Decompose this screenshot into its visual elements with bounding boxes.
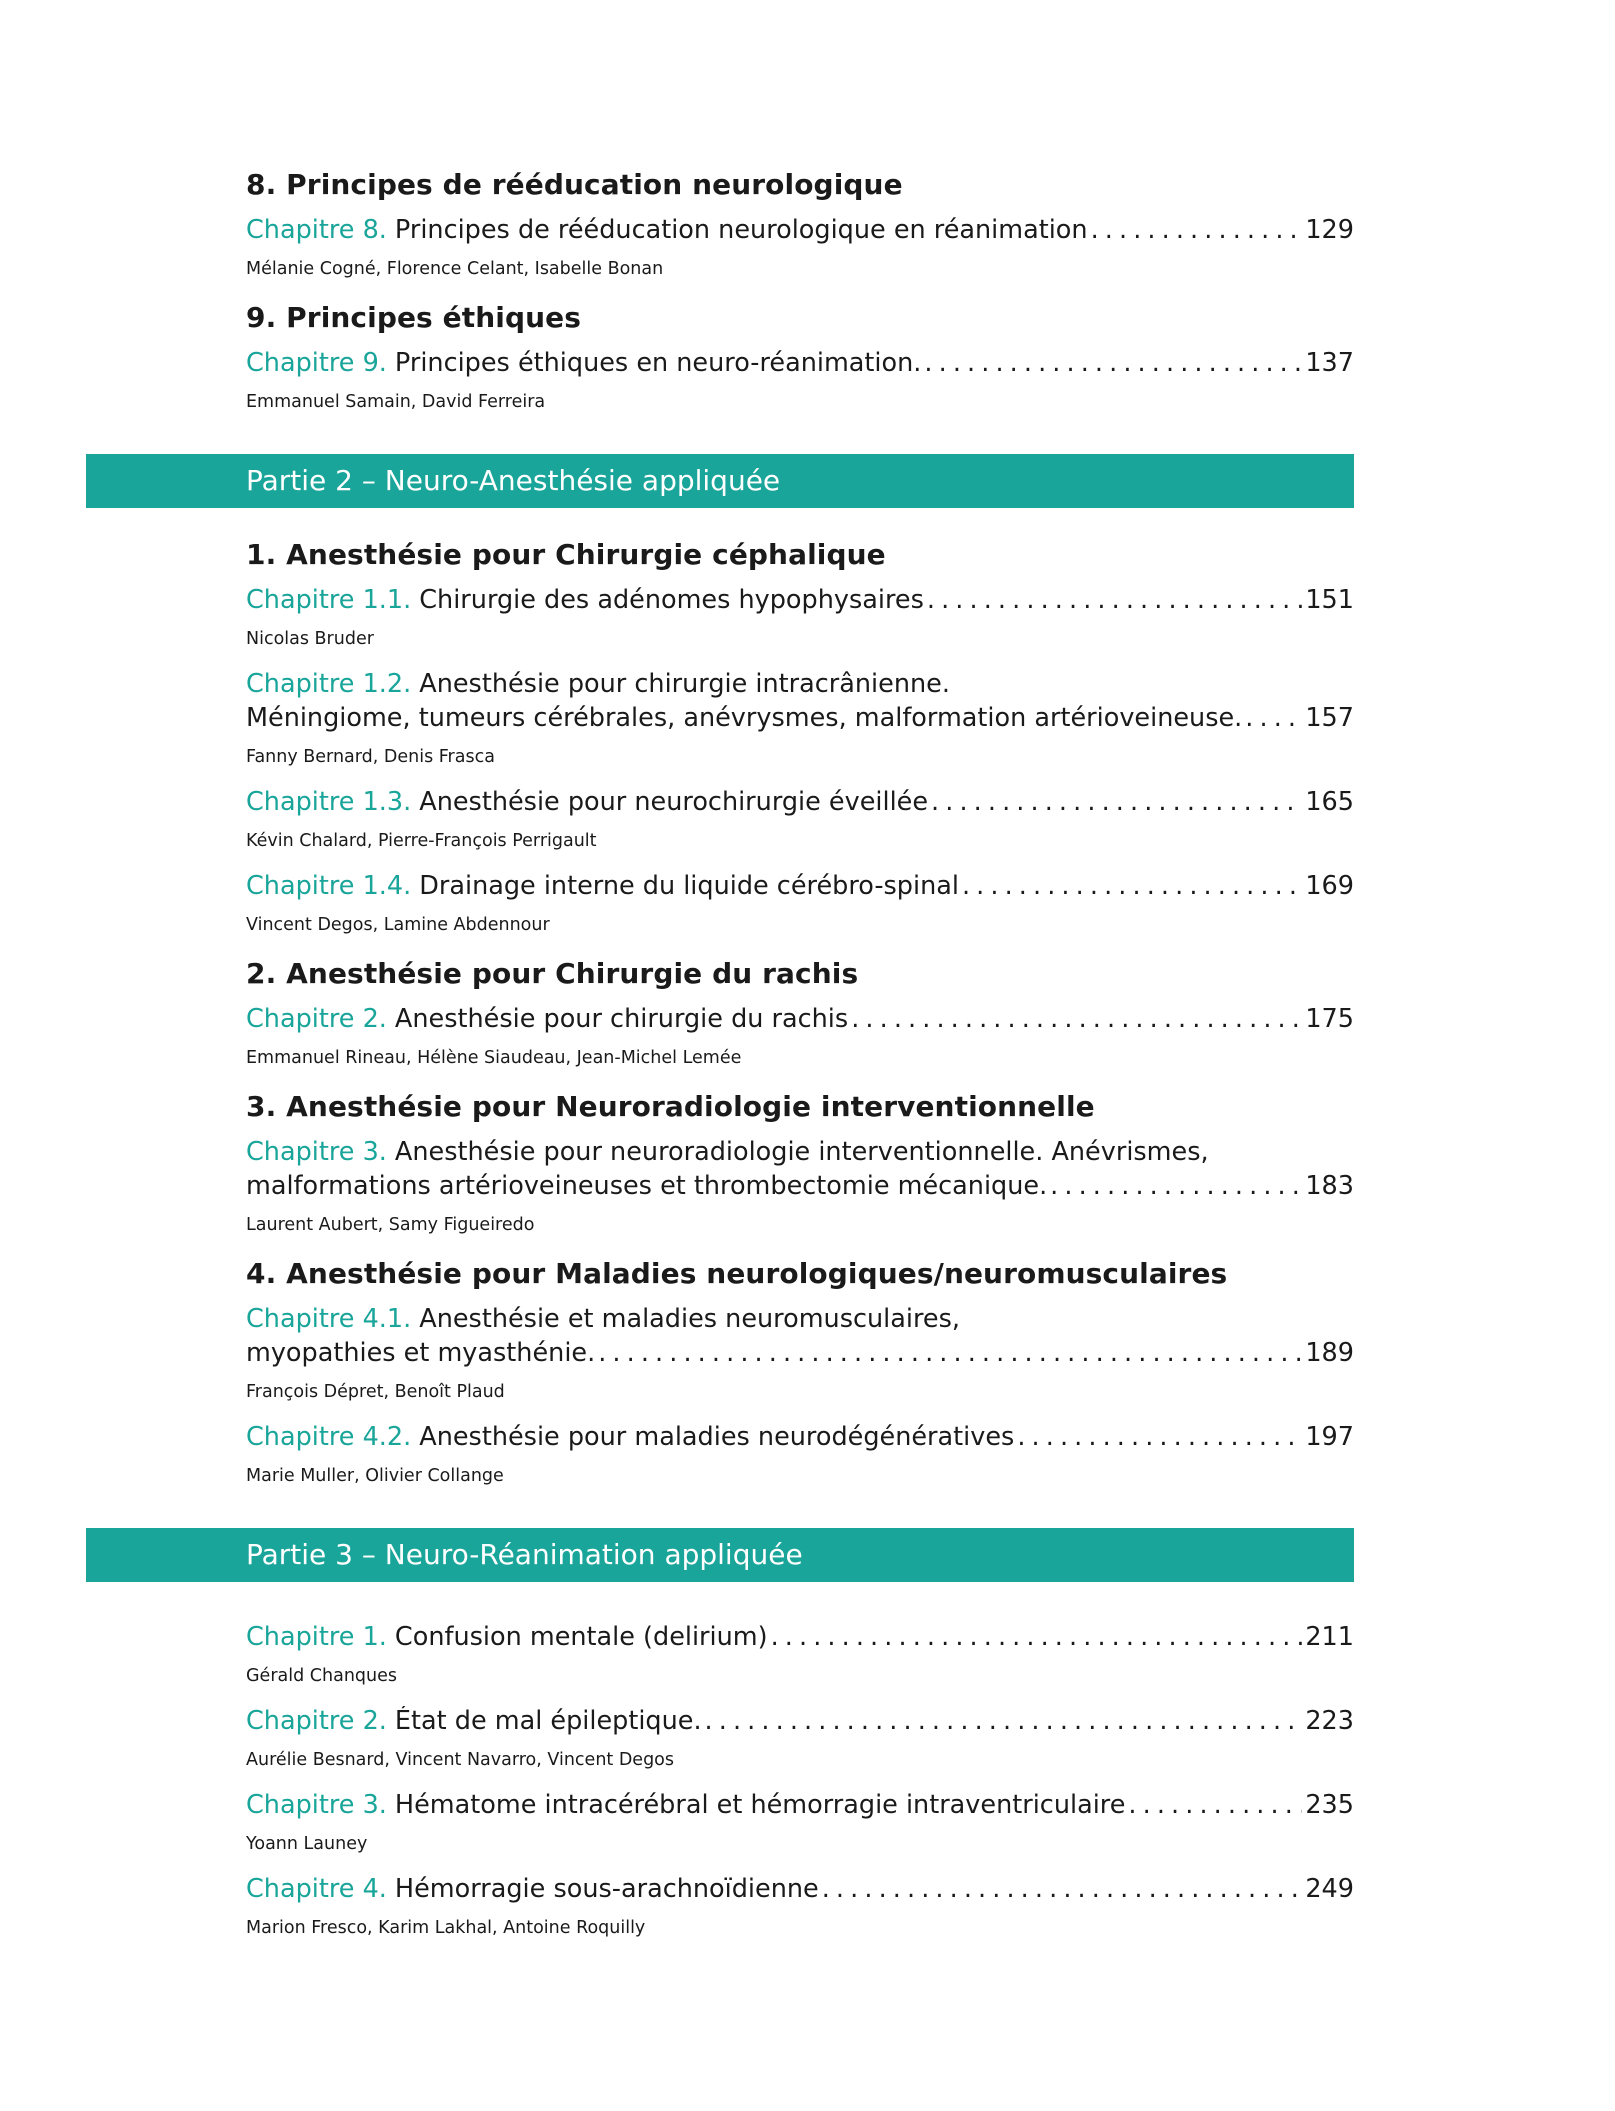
toc-entry[interactable] [246,787,1354,851]
toc-entry[interactable] [246,348,1354,412]
toc-entry[interactable] [246,1137,1354,1235]
page-number: 175 [1305,1004,1354,1034]
toc-entry-line [246,215,1354,245]
chapter-title: Drainage interne du liquide cérébro-spinal [419,871,959,901]
toc-entry-line [246,1338,1354,1368]
chapter-title: Anesthésie pour maladies neurodégénératives [419,1422,1015,1452]
page-number: 235 [1305,1790,1354,1820]
chapter-label: Chapitre 3. [246,1137,387,1167]
page-number: 157 [1305,703,1354,733]
dot-leader [1017,1422,1302,1452]
section-heading: 3. Anesthésie pour Neuroradiologie interventionnelle [246,1090,1095,1123]
chapter-title: malformations artérioveineuses et thrombectomie mécanique. [246,1171,1048,1201]
chapter-title: Principes de rééducation neurologique en réanimation [394,215,1088,245]
dot-leader [962,871,1302,901]
chapter-authors: Yoann Launey [246,1834,368,1854]
chapter-title: myopathies et myasthénie. [246,1338,596,1368]
page-number: 189 [1305,1338,1354,1368]
chapter-authors: Emmanuel Samain, David Ferreira [246,392,546,412]
chapter-title: Anesthésie pour chirurgie intracrânienne. [419,669,950,699]
toc-entry[interactable] [246,215,1354,279]
dot-leader [931,787,1302,817]
section-heading: 8. Principes de rééducation neurologique [246,168,903,201]
toc-entry[interactable] [246,669,1354,767]
dot-leader [822,1874,1303,1904]
toc-entry[interactable] [246,1004,1354,1068]
chapter-title: Anesthésie pour neurochirurgie éveillée [419,787,929,817]
chapter-label: Chapitre 1.4. [246,871,412,901]
page-number: 151 [1305,585,1354,615]
chapter-label: Chapitre 2. [246,1004,387,1034]
toc-entry-line [246,1706,1354,1736]
chapter-title: Anesthésie pour chirurgie du rachis [394,1004,849,1034]
toc-entry-line [246,1137,1354,1167]
section-heading: 2. Anesthésie pour Chirurgie du rachis [246,957,859,990]
page-number: 197 [1305,1422,1354,1452]
toc-entry-line [246,787,1354,817]
toc-entry-line [246,1790,1354,1820]
part-banner: Partie 3 – Neuro-Réanimation appliquée [86,1528,1354,1582]
page-number: 169 [1305,871,1354,901]
chapter-label: Chapitre 2. [246,1706,387,1736]
chapter-label: Chapitre 8. [246,215,387,245]
chapter-title: Anesthésie pour neuroradiologie interventionnelle. Anévrismes, [394,1137,1209,1167]
toc-entry-line [246,1622,1354,1652]
toc-entry-line [246,703,1354,733]
dot-leader [1245,703,1302,733]
toc-entry-line [246,1422,1354,1452]
page-number: 249 [1305,1874,1354,1904]
chapter-title: Hématome intracérébral et hémorragie intraventriculaire [394,1790,1126,1820]
chapter-authors: Aurélie Besnard, Vincent Navarro, Vincent Degos [246,1750,675,1770]
page-number: 137 [1305,348,1354,378]
chapter-authors: Fanny Bernard, Denis Frasca [246,747,495,767]
toc-entry[interactable] [246,871,1354,935]
chapter-authors: Nicolas Bruder [246,629,374,649]
chapter-authors: François Dépret, Benoît Plaud [246,1382,505,1402]
toc-entry-line [246,669,1354,699]
chapter-title: Confusion mentale (delirium) [394,1622,768,1652]
dot-leader [771,1622,1303,1652]
dot-leader [598,1338,1302,1368]
toc-entry[interactable] [246,1622,1354,1686]
section-heading: 1. Anesthésie pour Chirurgie céphalique [246,538,886,571]
toc-entry-line [246,585,1354,615]
chapter-label: Chapitre 1. [246,1622,387,1652]
toc-entry[interactable] [246,1874,1354,1938]
toc-entry[interactable] [246,1422,1354,1486]
dot-leader [924,348,1302,378]
page-number: 165 [1305,787,1354,817]
chapter-authors: Marion Fresco, Karim Lakhal, Antoine Roquilly [246,1918,646,1938]
page-number: 129 [1305,215,1354,245]
page-number: 223 [1305,1706,1354,1736]
chapter-title: État de mal épileptique. [394,1706,702,1736]
dot-leader [1128,1790,1302,1820]
toc-entry-line [246,871,1354,901]
dot-leader [927,585,1302,615]
toc-entry-line [246,348,1354,378]
chapter-label: Chapitre 1.1. [246,585,412,615]
chapter-authors: Kévin Chalard, Pierre-François Perrigault [246,831,597,851]
chapter-authors: Emmanuel Rineau, Hélène Siaudeau, Jean-Michel Lemée [246,1048,742,1068]
toc-entry[interactable] [246,1790,1354,1854]
chapter-label: Chapitre 1.3. [246,787,412,817]
part-banner: Partie 2 – Neuro-Anesthésie appliquée [86,454,1354,508]
toc-entry-line [246,1874,1354,1904]
chapter-label: Chapitre 4.2. [246,1422,412,1452]
page-number: 211 [1305,1622,1354,1652]
chapter-title: Hémorragie sous-arachnoïdienne [394,1874,819,1904]
chapter-label: Chapitre 4.1. [246,1304,412,1334]
page-number: 183 [1305,1171,1354,1201]
table-of-contents [246,150,1354,1938]
toc-entry-line [246,1171,1354,1201]
chapter-label: Chapitre 1.2. [246,669,412,699]
chapter-label: Chapitre 3. [246,1790,387,1820]
dot-leader [851,1004,1302,1034]
chapter-title: Principes éthiques en neuro-réanimation. [394,348,922,378]
chapter-label: Chapitre 4. [246,1874,387,1904]
section-heading: 4. Anesthésie pour Maladies neurologiques/neuromusculaires [246,1257,1228,1290]
chapter-authors: Gérald Chanques [246,1666,397,1686]
chapter-title: Anesthésie et maladies neuromusculaires, [419,1304,960,1334]
toc-entry[interactable] [246,1706,1354,1770]
toc-entry[interactable] [246,1304,1354,1402]
chapter-authors: Vincent Degos, Lamine Abdennour [246,915,550,935]
dot-leader [705,1706,1303,1736]
chapter-title: Méningiome, tumeurs cérébrales, anévrysmes, malformation artérioveineuse. [246,703,1243,733]
chapter-authors: Mélanie Cogné, Florence Celant, Isabelle Bonan [246,259,664,279]
section-heading: 9. Principes éthiques [246,301,582,334]
toc-entry-line [246,1304,1354,1334]
toc-entry[interactable] [246,585,1354,649]
chapter-authors: Laurent Aubert, Samy Figueiredo [246,1215,535,1235]
toc-entry-line [246,1004,1354,1034]
dot-leader [1050,1171,1302,1201]
chapter-title: Chirurgie des adénomes hypophysaires [419,585,924,615]
chapter-label: Chapitre 9. [246,348,387,378]
dot-leader [1091,215,1303,245]
chapter-authors: Marie Muller, Olivier Collange [246,1466,504,1486]
